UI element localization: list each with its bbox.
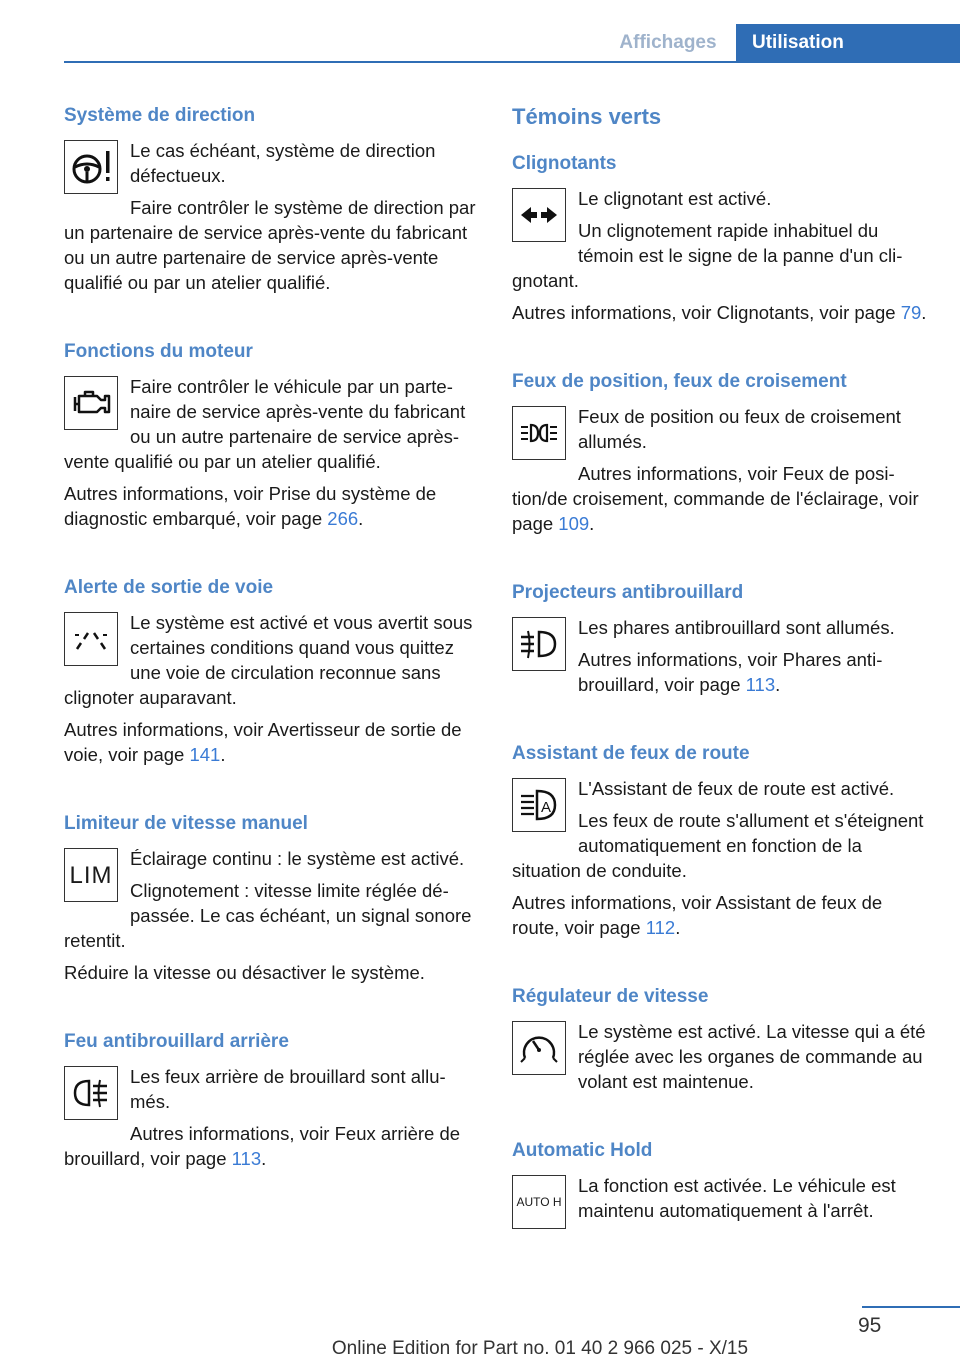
paragraph — [512, 890, 932, 940]
section-high-beam-assistant — [512, 742, 932, 947]
section-title: Feux de position, feux de croisement — [512, 371, 847, 392]
section-title: Régulateur de vitesse — [512, 986, 709, 1007]
front-fog-light-icon — [512, 617, 566, 671]
left-column — [64, 104, 476, 1216]
turn-signal-icon — [512, 188, 566, 242]
section-position-lights — [512, 370, 932, 543]
paragraph: Réduire la vitesse ou désactiver le système. — [64, 962, 425, 983]
paragraph — [64, 1121, 476, 1171]
page-link[interactable]: 113 — [231, 1148, 262, 1169]
punctuation: . — [675, 917, 681, 938]
page-link[interactable]: 141 — [189, 744, 221, 765]
paragraph: Le système est activé et vous avertit sous certaines conditions quand vous quittez une voie de circulation reconnue sans clignoter auparavant. — [64, 612, 473, 708]
reference-text: Autres informations, voir Phares antibrouillard, voir page — [578, 649, 883, 695]
paragraph — [512, 647, 932, 697]
svg-text:A: A — [540, 799, 552, 816]
section-lane-departure — [64, 576, 476, 774]
section-speed-limiter — [64, 812, 476, 992]
reference-text: Autres informations, voir Feux de position/de croisement, commande de l'éclairage, voir page — [512, 463, 919, 534]
position-lights-icon — [512, 406, 566, 460]
page-link[interactable]: 112 — [645, 917, 676, 938]
section-turn-signal — [512, 152, 932, 332]
section-title: Automatic Hold — [512, 1140, 653, 1161]
reference-text: Autres informations, voir Clignotants, voir page — [512, 302, 901, 323]
reference-text: Autres informations, voir Assistant de feux de route, voir page — [512, 892, 883, 938]
header-tab-utilisation[interactable]: Utilisation — [736, 24, 960, 62]
reference-text: Autres informations, voir Feux arrière de brouillard, voir page — [64, 1123, 461, 1169]
punctuation: . — [589, 513, 595, 534]
page-title: Témoins verts — [512, 104, 662, 129]
section-steering — [64, 104, 476, 302]
page-link[interactable]: 109 — [558, 513, 590, 534]
paragraph: Faire contrôler le véhicule par un partenaire de service après-vente du fabricant ou un autre partenaire de service après-vente qualifié ou par un atelier qualifié. — [64, 376, 466, 472]
section-title: Système de direction — [64, 105, 256, 126]
page-link[interactable]: 113 — [745, 674, 776, 695]
paragraph: Le clignotant est activé. — [578, 188, 772, 209]
header-rule — [64, 61, 960, 63]
paragraph: Clignotement : vitesse limite réglée dépassée. Le cas échéant, un signal sonore retentit. — [64, 880, 472, 951]
paragraph: Feux de position ou feux de croisement allumés. — [578, 406, 901, 452]
paragraph: La fonction est activée. Le véhicule est maintenu automatiquement à l'arrêt. — [578, 1175, 896, 1221]
punctuation: . — [775, 674, 781, 695]
punctuation: . — [921, 302, 927, 323]
section-title: Limiteur de vitesse manuel — [64, 813, 308, 834]
cruise-control-icon — [512, 1021, 566, 1075]
punctuation: . — [261, 1148, 267, 1169]
paragraph: Les feux arrière de brouillard sont allumés. — [130, 1066, 446, 1112]
header-tab-affichages[interactable]: Affichages — [619, 32, 717, 53]
paragraph: Le système est activé. La vitesse qui a été réglée avec les organes de commande au volant est maintenue. — [578, 1021, 926, 1092]
page-link[interactable]: 79 — [900, 302, 922, 323]
paragraph — [64, 717, 476, 767]
punctuation: . — [358, 508, 364, 529]
icon-label: AUTO H — [516, 1194, 562, 1209]
punctuation: . — [220, 744, 226, 765]
paragraph — [512, 461, 932, 536]
paragraph — [512, 300, 932, 325]
paragraph: Éclairage continu : le système est activé. — [130, 848, 465, 869]
section-title: Projecteurs antibrouillard — [512, 582, 744, 603]
section-title: Feu antibrouillard arrière — [64, 1031, 289, 1052]
section-title: Alerte de sortie de voie — [64, 577, 274, 598]
section-title: Fonctions du moteur — [64, 341, 253, 362]
page-header — [0, 0, 960, 62]
section-auto-hold — [512, 1139, 932, 1233]
reference-text: Autres informations, voir Avertisseur de sortie de voie, voir page — [64, 719, 462, 765]
auto-hold-icon — [512, 1175, 566, 1229]
section-engine — [64, 340, 476, 538]
section-front-fog — [512, 581, 932, 704]
reference-text: Autres informations, voir Prise du système de diagnostic embarqué, voir page — [64, 483, 437, 529]
footer-rule — [862, 1306, 960, 1308]
section-cruise-control — [512, 985, 932, 1101]
paragraph: Le cas échéant, système de direction défectueux. — [130, 140, 436, 186]
paragraph: Faire contrôler le système de direction par un partenaire de service après-vente du fabricant ou un autre partenaire de service après-vente qualifié ou par un atelier qualifié. — [64, 197, 476, 293]
speed-limiter-icon — [64, 848, 118, 902]
page-number: 95 — [858, 1314, 882, 1337]
footer-edition: Online Edition for Part no. 01 40 2 966 025 - X/15 — [331, 1338, 749, 1359]
section-title: Clignotants — [512, 153, 617, 174]
rear-fog-light-icon — [64, 1066, 118, 1120]
paragraph: Les phares antibrouillard sont allumés. — [578, 617, 895, 638]
section-title: Assistant de feux de route — [512, 743, 750, 764]
paragraph: Les feux de route s'allument et s'éteignent automatiquement en fonction de la situation de conduite. — [512, 810, 924, 881]
steering-warning-icon — [64, 140, 118, 194]
high-beam-assistant-icon — [512, 778, 566, 832]
engine-icon — [64, 376, 118, 430]
icon-label: LIM — [69, 861, 113, 889]
paragraph: L'Assistant de feux de route est activé. — [578, 778, 895, 799]
lane-departure-icon — [64, 612, 118, 666]
page-link[interactable]: 266 — [327, 508, 359, 529]
section-rear-fog — [64, 1030, 476, 1178]
paragraph — [64, 481, 476, 531]
paragraph: Un clignotement rapide inhabituel du témoin est le signe de la panne d'un clignotant. — [512, 220, 903, 291]
right-column — [512, 104, 932, 1271]
